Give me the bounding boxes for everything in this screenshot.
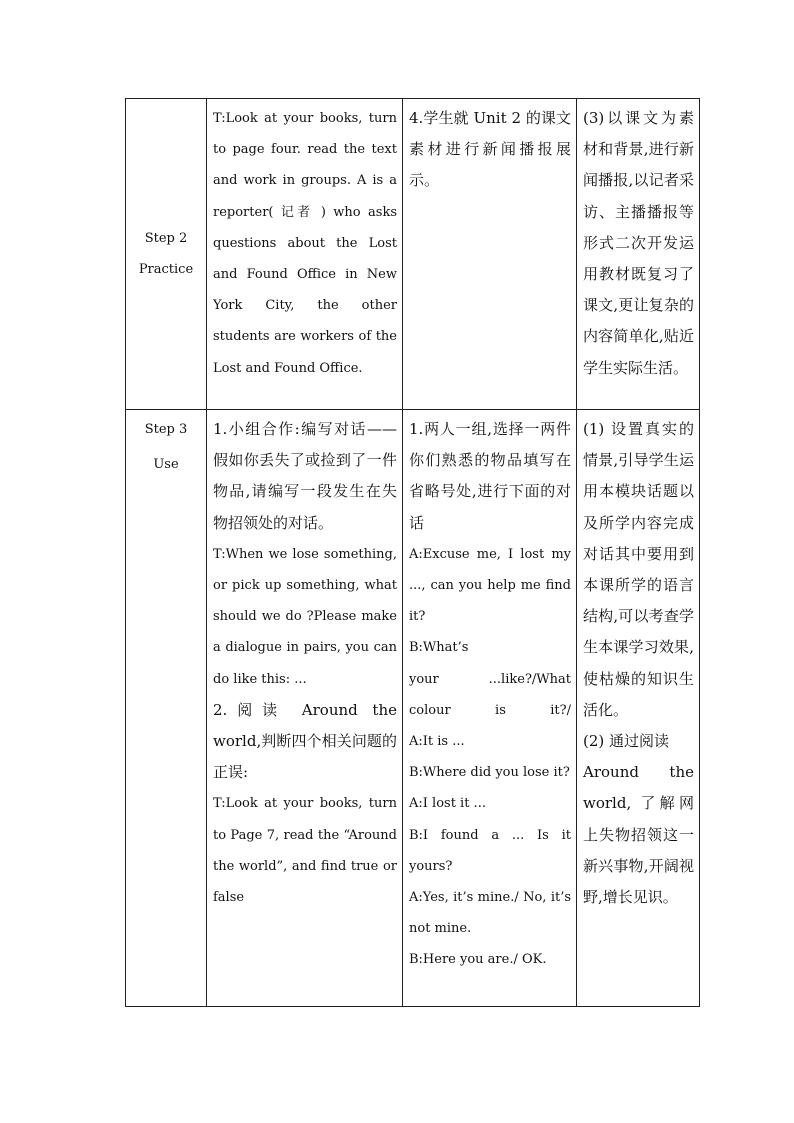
step-stage: Use [153, 457, 179, 473]
lesson-plan-table [125, 98, 700, 1007]
dialogue-line: B:Here you are./ OK. [409, 952, 547, 968]
table-row [126, 99, 700, 410]
step-stage: Practice [138, 262, 194, 277]
dialogue-line: B:What’s [409, 640, 469, 656]
teacher-activity-text: T:Look at your books, turn to page four. read the text and work in groups. A is a reporter( 记者 ) who asks questions about the Lost and Found Office in New York City, the other students are workers of the Lost and Found Office. [213, 111, 397, 376]
teacher-activity-cell [207, 410, 403, 1007]
design-purpose-cell [577, 410, 700, 1007]
dialogue-line: your ...like?/What colour is it?/ [409, 671, 571, 718]
design-purpose-text: (3)以课文为素材和背景,进行新闻播报,以记者采访、主播播报等形式二次开发运用教材既复习了课文,更让复杂的内容简单化,贴近学生实际生活。 [583, 109, 694, 377]
step-cell [126, 410, 207, 1007]
dialogue-line: A:I lost it ... [409, 796, 486, 812]
teacher-instruction-1: T:When we lose something, or pick up something, what should we do ?Please make a dialogue in pairs, you can do like this: ... [213, 546, 397, 687]
student-task: 1.两人一组,选择一两件你们熟悉的物品填写在省略号处,进行下面的对话 [409, 420, 571, 532]
teacher-task-1: 1.小组合作:编写对话——假如你丢失了或捡到了一件物品,请编写一段发生在失物招领处的对话。 [213, 420, 397, 532]
student-activity-cell [403, 410, 577, 1007]
dialogue-line: A:Yes, it’s mine./ No, it’s not mine. [409, 890, 571, 937]
design-purpose-2-lead: (2) 通过阅读 [583, 732, 670, 751]
dialogue-line: A:It is ... [409, 734, 465, 750]
teacher-task-2: 2.阅读 Around the world,判断四个相关问题的正误: [213, 700, 397, 782]
teacher-instruction-2: T:Look at your books, turn to Page 7, read the “Around the world”, and find true or false [213, 796, 397, 906]
design-purpose-1: (1) 设置真实的情景,引导学生运用本模块话题以及所学内容完成对话其中要用到本课所学的语言结构,可以考查学生本课学习效果,使枯燥的知识生活化。 [583, 420, 694, 719]
design-purpose-cell [577, 99, 700, 410]
design-purpose-2: Around the world, 了解网上失物招领这一新兴事物,开阔视野,增长见识。 [583, 763, 694, 907]
student-activity-cell [403, 99, 577, 410]
dialogue-line: A:Excuse me, I lost my ..., can you help me find it? [409, 546, 571, 625]
step-name: Step 2 [144, 230, 188, 246]
teacher-activity-cell [207, 99, 403, 410]
step-cell [126, 99, 207, 410]
dialogue-line: B:I found a ... Is it yours? [409, 827, 571, 874]
student-activity-text: 4.学生就 Unit 2 的课文素材进行新闻播报展示。 [409, 109, 571, 190]
step-name: Step 3 [144, 422, 188, 437]
dialogue-line: B:Where did you lose it? [409, 765, 570, 781]
table-row [126, 410, 700, 1007]
